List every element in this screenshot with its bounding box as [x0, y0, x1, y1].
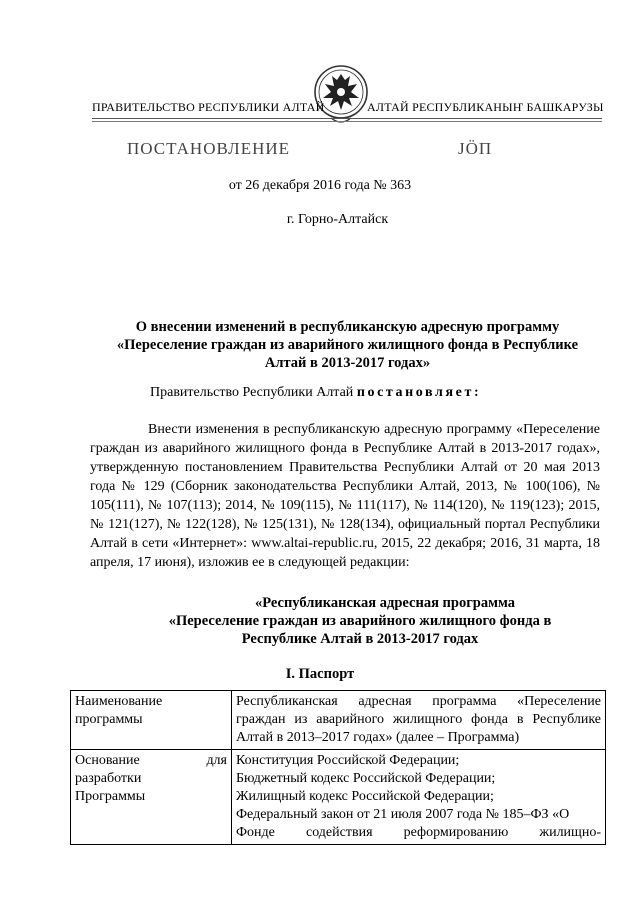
title-line: О внесении изменений в республиканскую адресную программу: [135, 319, 560, 335]
cell-line: программы: [75, 712, 143, 727]
program-title-line: «Переселение граждан из аварийного жилищного фонда в: [168, 613, 552, 629]
table-cell-value: [232, 750, 606, 845]
cell-line: [75, 752, 227, 770]
decree-city: г. Горно-Алтайск: [286, 212, 389, 227]
cell-line: Наименование: [75, 694, 163, 709]
table-cell-value: [232, 691, 606, 750]
cell-text: Республиканская адресная программа «Переселение граждан из аварийного жилищного фонда в Республике Алтай в 2013–2017 годах» (далее – Программа): [236, 694, 601, 745]
coat-of-arms-emblem: [313, 62, 369, 130]
cell-line: разработки: [75, 771, 142, 786]
table-row: [71, 691, 606, 750]
cell-word: для: [206, 753, 227, 768]
decree-prefix: Правительство Республики Алтай: [150, 385, 354, 400]
header-divider-secondary: [92, 121, 602, 122]
decree-title: [90, 318, 605, 372]
cell-line: Программы: [75, 789, 146, 804]
table-cell-label: [71, 691, 232, 750]
decree-date-number: от 26 декабря 2016 года № 363: [228, 178, 412, 193]
doc-type-altai: JÖП: [458, 139, 493, 158]
doc-type-russian: ПОСТАНОВЛЕНИЕ: [127, 139, 291, 158]
program-title-line: Республике Алтай в 2013-2017 годах: [241, 631, 479, 647]
header-org-left: ПРАВИТЕЛЬСТВО РЕСПУБЛИКИ АЛТАЙ: [92, 100, 325, 114]
program-title: [90, 594, 600, 648]
body-paragraph: Внести изменения в республиканскую адресную программу «Переселение граждан из аварийного жилищного фонда в Республике Алтай в 2013-2017 годах», утвержденную постановлением Правительства Республики Алтай от 20 мая 2013 года № 129 (Сборник законодательства Республики Алтай, 2013, № 100(106), № 105(111), № 107(113); 2014, № 109(115), № 111(117), № 114(120), № 119(123); 2015, № 121(127), № 122(128), № 125(131), № 128(134), официальный портал Республики Алтай в сети «Интернет»: www.altai-republic.ru, 2015, 22 декабря; 2016, 31 марта, 18 апреля, 17 июня), изложив ее в следующей редакции:: [90, 422, 600, 570]
cell-line: Конституция Российской Федерации;: [236, 753, 460, 768]
decree-statement: [150, 385, 481, 401]
header-divider: [92, 118, 602, 119]
table-cell-label: [71, 750, 232, 845]
cell-line: Фонде содействия реформированию жилищно-: [236, 825, 601, 840]
table-row: [71, 750, 606, 845]
header-org-right: АЛТАЙ РЕСПУБЛИКАНЫҤ БАШКАРУЗЫ: [367, 100, 604, 114]
title-line: Алтай в 2013-2017 годах»: [264, 355, 431, 371]
program-title-line: «Республиканская адресная программа: [254, 595, 516, 611]
title-line: «Переселение граждан из аварийного жилищного фонда в Республике: [116, 337, 579, 353]
cell-line: Федеральный закон от 21 июля 2007 года № 185–ФЗ «О: [236, 807, 570, 822]
decree-verb: постановляет:: [356, 385, 482, 400]
section-heading: I. Паспорт: [285, 666, 355, 682]
passport-table: [70, 690, 606, 845]
cell-line: Жилищный кодекс Российской Федерации;: [236, 789, 494, 804]
cell-line: Бюджетный кодекс Российской Федерации;: [236, 771, 496, 786]
cell-word: Основание: [75, 753, 140, 768]
